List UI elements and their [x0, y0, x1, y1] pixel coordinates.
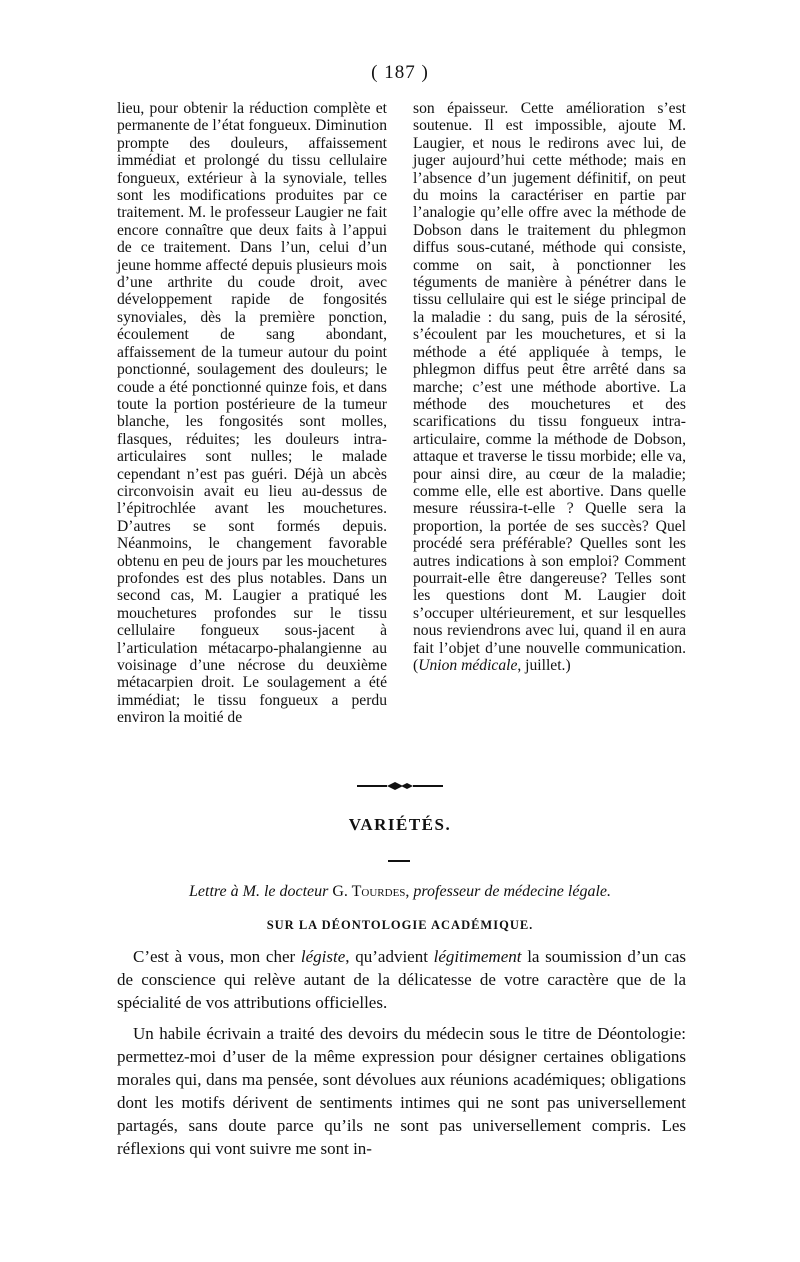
section-title: VARIÉTÉS.: [348, 815, 452, 834]
letter-subtitle: SUR LA DÉONTOLOGIE ACADÉMIQUE.: [266, 918, 534, 932]
page-number: ( 187 ): [371, 62, 429, 83]
paragraph-1-part-a: C’est à vous, mon cher: [133, 947, 301, 966]
emphasis-legiste: légiste: [300, 947, 346, 966]
citation-tail: , juillet.): [517, 657, 571, 674]
left-column-text: lieu, pour obtenir la réduction complète et permanente de l’état fongueux. Diminution prompte des douleurs, affaissement immédiat et prolongé du tissu cellulaire fongueux, extérieur à la synoviale, telles sont les modifications produites par ce traitement. M. le professeur Laugier ne fait encore connaître que deux faits à l’appui de ce traitement. Dans l’un, celui d’un jeune homme affecté depuis plusieurs mois d’une arthrite du coude droit, avec développement rapide de fongosités synoviales, dès la première ponction, écoulement de sang abondant, affaissement de la tumeur autour du point ponctionné, soulagement des douleurs; le coude a été ponctionné quinze fois, et dans toute la portion postérieure de la tumeur blanche, les fongosités sont molles, flasques, réduites; les douleurs intra-articulaires sont nulles; le malade cependant n’est pas guéri. Déjà un abcès circonvoisin avait eu lieu au-dessus de l’épitrochlée avant les mouchetures. D’autres se sont formés depuis. Néanmoins, le changement favorable obtenu en peu de jours par les mouchetures profondes est des plus notables. Dans un second cas, M. Laugier a pratiqué les mouchetures profondes sur le tissu cellulaire fongueux sous-jacent à l’articulation métacarpo-phalangienne au voisinage d’une nécrose du deuxième métacarpien droit. Le soulagement a été immédiat; le tissu fongueux a perdu environ la moitié de: [117, 100, 387, 727]
letter-body: [117, 945, 686, 1168]
paragraph-1-part-c: , qu’advient: [345, 947, 434, 966]
letter-title: [0, 883, 800, 901]
right-column: [413, 100, 686, 674]
ornament-divider: [357, 781, 443, 791]
left-column: [117, 100, 387, 727]
letter-paragraph-1: [117, 945, 686, 1014]
emphasis-legitimement: légitimement: [433, 947, 522, 966]
letter-recipient-name: G. Tourdes,: [332, 883, 410, 900]
source-citation: Union médicale: [418, 657, 518, 674]
right-column-paragraph: [413, 100, 686, 674]
letter-title-prefix: Lettre à M. le docteur: [189, 883, 333, 900]
right-column-text: son épaisseur. Cette amélioration s’est soutenue. Il est impossible, ajoute M. Laugier, et nous le redirons avec lui, de juger aujourd’hui cette méthode; mais en l’absence d’un jugement définitif, on peut du moins la caractériser en partie par l’analogie qu’elle offre avec la méthode de Dobson dans le traitement du phlegmon diffus sous-cutané, méthode qui consiste, comme on sait, à ponctionner les téguments de manière à pénétrer dans le tissu cellulaire qui est le siége principal de la maladie : du sang, puis de la sérosité, s’écoulent par les mouchetures, et si la méthode a été appliquée à temps, le phlegmon diffus peut être arrêté dans sa marche; c’est une méthode abortive. La méthode des mouchetures et des scarifications du tissu fongueux intra-articulaire, comme la méthode de Dobson, attaque et traverse le tissu morbide; elle va, pour ainsi dire, au cœur de la maladie; comme elle, elle est abortive. Dans quelle mesure réussira-t-elle ? Quelle sera la proportion, la portée de ses succès? Quel procédé sera préférable? Quelles sont les autres indications à son emploi? Comment pourrait-elle être dangereuse? Telles sont les questions dont M. Laugier doit s’occuper ultérieurement, et sur lesquelles nous reviendrons avec lui, quand il en aura fait l’objet d’une nouvelle communication. (: [413, 100, 686, 674]
letter-title-suffix: professeur de médecine légale.: [409, 883, 611, 900]
letter-paragraph-2: Un habile écrivain a traité des devoirs du médecin sous le titre de Déontologie: permettez-moi d’user de la même expression pour désigner certaines obligations morales qui, dans ma pensée, sont dévolues aux réunions académiques; obligations dont les motifs dérivent de sentiments intimes qui ne sont pas universellement partagés, sans doute parce qu’ils ne sont pas universellement compris. Les réflexions qui vont suivre me sont in-: [117, 1024, 686, 1158]
short-rule-divider: [388, 860, 410, 862]
paragraph-1-part-e: la soumission d’un cas de conscience qui relève autant de la délicatesse de votre caractère que de la spécialité de vos attributions officielles.: [117, 947, 686, 1012]
